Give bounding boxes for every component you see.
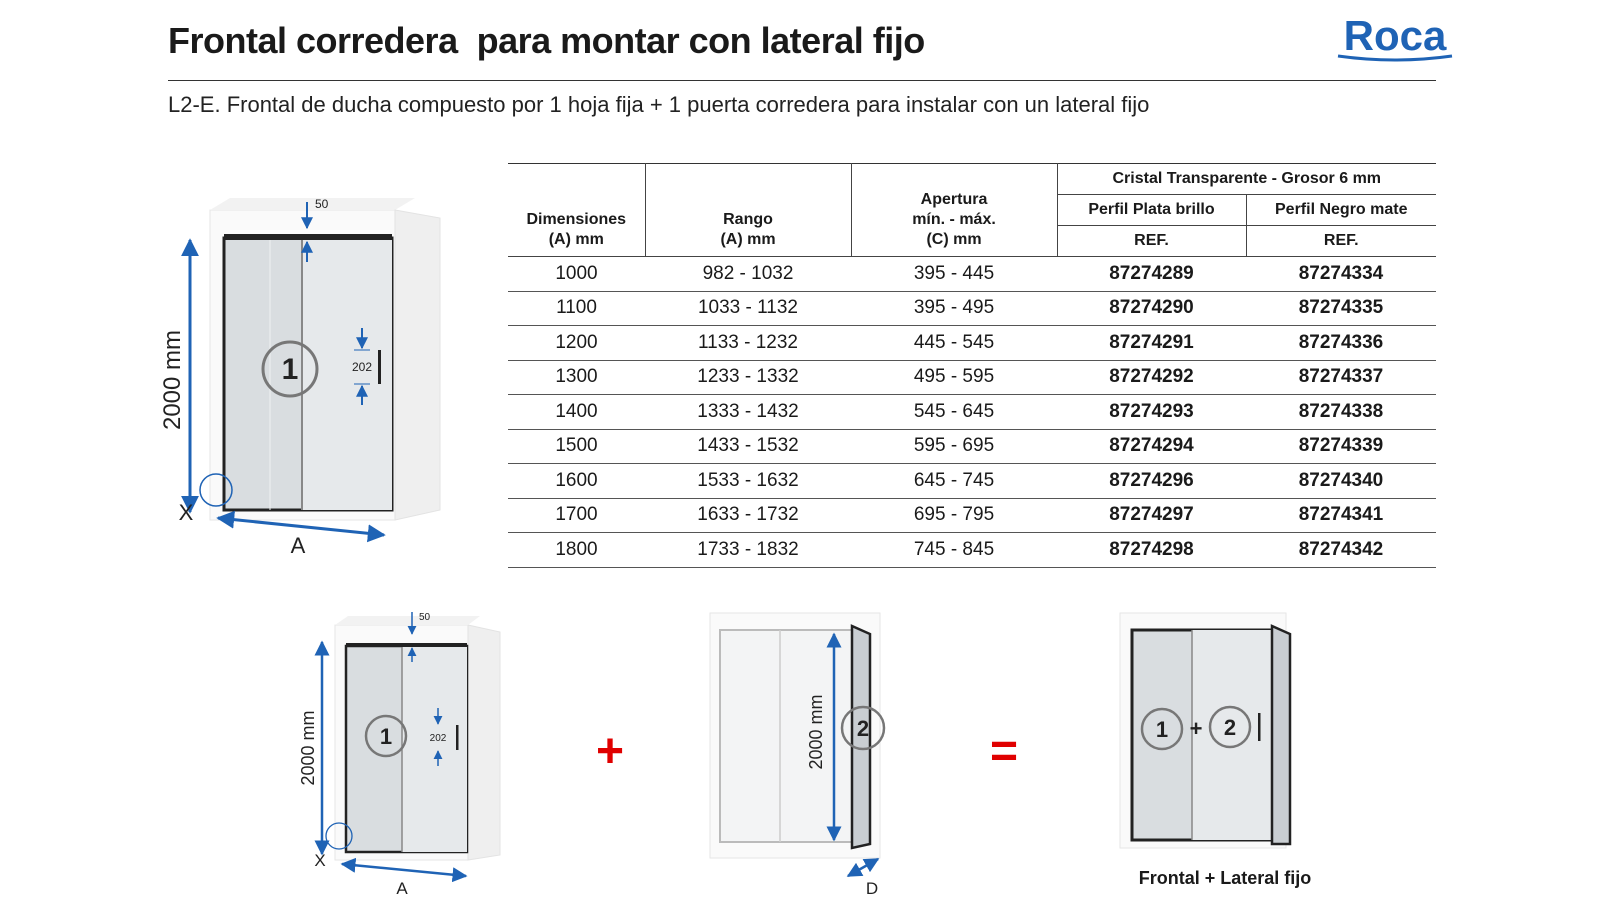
header-perfil-negro: Perfil Negro mate	[1246, 195, 1436, 226]
cell-ref-negro: 87274335	[1246, 291, 1436, 326]
cell-apertura: 745 - 845	[851, 533, 1057, 568]
cell-dim: 1500	[508, 429, 645, 464]
cell-ref-plata: 87274289	[1057, 257, 1246, 292]
cell-ref-negro: 87274337	[1246, 360, 1436, 395]
header-ref-plata: REF.	[1057, 226, 1246, 257]
table-row	[508, 326, 1436, 361]
cell-apertura: 645 - 745	[851, 464, 1057, 499]
badge-1: 1	[1155, 717, 1169, 742]
header-apertura: Apertura mín. - máx. (C) mm	[851, 164, 1057, 257]
cell-ref-plata: 87274290	[1057, 291, 1246, 326]
main-front-diagram	[150, 190, 460, 560]
cell-ref-negro: 87274341	[1246, 498, 1436, 533]
table-row	[508, 360, 1436, 395]
handle-label: 202	[351, 360, 373, 374]
a-label: A	[290, 533, 306, 558]
cell-ref-plata: 87274294	[1057, 429, 1246, 464]
cell-dim: 1000	[508, 257, 645, 292]
equals-operator: =	[990, 725, 1019, 778]
height-label: 2000 mm	[298, 710, 318, 786]
cell-ref-plata: 87274291	[1057, 326, 1246, 361]
gap-label: 50	[419, 612, 431, 623]
cell-apertura: 445 - 545	[851, 326, 1057, 361]
cell-apertura: 695 - 795	[851, 498, 1057, 533]
cell-rango: 1133 - 1232	[645, 326, 851, 361]
badge-1: 1	[281, 353, 299, 386]
cell-apertura: 595 - 695	[851, 429, 1057, 464]
cell-ref-negro: 87274338	[1246, 395, 1436, 430]
lateral-diagram	[700, 608, 900, 900]
cell-rango: 1233 - 1332	[645, 360, 851, 395]
cell-ref-plata: 87274293	[1057, 395, 1246, 430]
cell-rango: 1633 - 1732	[645, 498, 851, 533]
cell-rango: 1533 - 1632	[645, 464, 851, 499]
cell-dim: 1300	[508, 360, 645, 395]
cell-rango: 1033 - 1132	[645, 291, 851, 326]
cell-dim: 1700	[508, 498, 645, 533]
x-label: X	[314, 851, 326, 870]
table-row	[508, 533, 1436, 568]
front-diagram-small	[290, 610, 520, 900]
badge-2: 2	[1223, 715, 1237, 740]
cell-dim: 1800	[508, 533, 645, 568]
cell-rango: 1733 - 1832	[645, 533, 851, 568]
roca-logo	[1330, 12, 1460, 62]
cell-dim: 1600	[508, 464, 645, 499]
header-cristal: Cristal Transparente - Grosor 6 mm	[1057, 164, 1436, 195]
table-row	[508, 464, 1436, 499]
cell-dim: 1400	[508, 395, 645, 430]
a-label: A	[396, 879, 408, 898]
d-label: D	[865, 879, 879, 898]
cell-rango: 1333 - 1432	[645, 395, 851, 430]
cell-ref-negro: 87274339	[1246, 429, 1436, 464]
cell-dim: 1200	[508, 326, 645, 361]
cell-apertura: 495 - 595	[851, 360, 1057, 395]
plus-operator: +	[596, 725, 625, 778]
page-subtitle: L2-E. Frontal de ducha compuesto por 1 hoja fija + 1 puerta corredera para instalar con un lateral fijo	[168, 92, 1150, 117]
cell-ref-plata: 87274292	[1057, 360, 1246, 395]
cell-apertura: 395 - 495	[851, 291, 1057, 326]
cell-rango: 982 - 1032	[645, 257, 851, 292]
table-row	[508, 395, 1436, 430]
handle-label: 202	[429, 733, 447, 744]
combined-diagram	[1110, 608, 1320, 858]
cell-ref-negro: 87274334	[1246, 257, 1436, 292]
cell-ref-plata: 87274298	[1057, 533, 1246, 568]
cell-ref-plata: 87274297	[1057, 498, 1246, 533]
header-ref-negro: REF.	[1246, 226, 1436, 257]
page-title: Frontal corredera para montar con lateral fijo	[168, 20, 925, 61]
cell-ref-negro: 87274342	[1246, 533, 1436, 568]
cell-ref-negro: 87274336	[1246, 326, 1436, 361]
table-row	[508, 257, 1436, 292]
cell-apertura: 395 - 445	[851, 257, 1057, 292]
table-row	[508, 498, 1436, 533]
header-perfil-plata: Perfil Plata brillo	[1057, 195, 1246, 226]
cell-dim: 1100	[508, 291, 645, 326]
title-divider	[168, 80, 1436, 81]
height-label: 2000 mm	[159, 329, 186, 431]
height-label: 2000 mm	[806, 694, 826, 770]
cell-ref-negro: 87274340	[1246, 464, 1436, 499]
header-dimensiones: Dimensiones (A) mm	[508, 164, 645, 257]
header-rango: Rango (A) mm	[645, 164, 851, 257]
x-label: X	[178, 500, 194, 525]
cell-ref-plata: 87274296	[1057, 464, 1246, 499]
combined-plus: +	[1189, 716, 1203, 741]
table-row	[508, 429, 1436, 464]
logo-text: Roca	[1343, 12, 1447, 59]
table-row	[508, 291, 1436, 326]
gap-label: 50	[315, 197, 329, 211]
combined-caption: Frontal + Lateral fijo	[1138, 868, 1312, 888]
cell-rango: 1433 - 1532	[645, 429, 851, 464]
specs-table	[508, 163, 1436, 568]
badge-2: 2	[856, 716, 870, 741]
cell-apertura: 545 - 645	[851, 395, 1057, 430]
badge-1: 1	[379, 724, 393, 749]
